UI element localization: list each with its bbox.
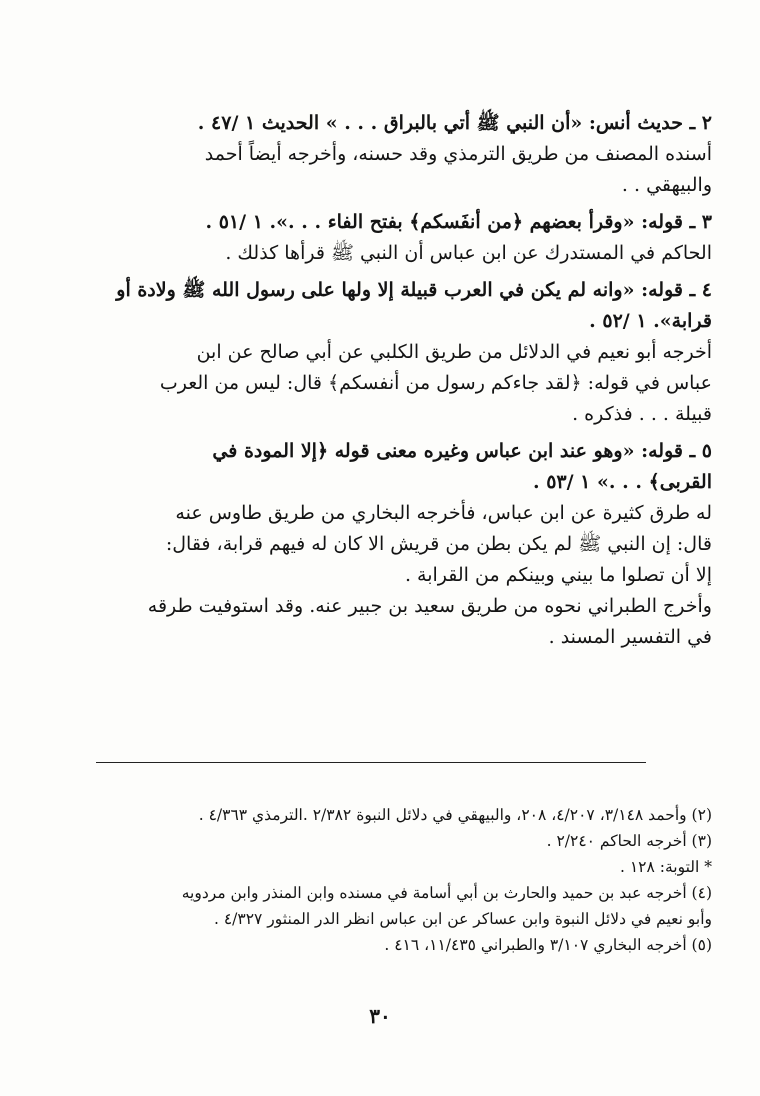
footnote: (٣) أخرجه الحاكم ٢/٢٤٠ .: [546, 832, 712, 850]
entry-text: إلا أن تصلوا ما بيني وبينكم من القرابة .: [404, 564, 712, 586]
entry-text: الحاكم في المستدرك عن ابن عباس أن النبي ﷺ قرأها كذلك .: [225, 242, 712, 264]
hadith-entry-2: [90, 108, 712, 201]
entry-text: قبيلة . . . فذكره .: [572, 403, 712, 425]
footnote-divider: [96, 762, 646, 763]
footnote: وأبو نعيم في دلائل النبوة وابن عساكر عن ابن عباس انظر الدر المنثور ٤/٣٢٧ .: [213, 910, 712, 928]
hadith-entry-4: [90, 275, 712, 430]
entry-text: له طرق كثيرة عن ابن عباس، فأخرجه البخاري من طريق طاوس عنه: [175, 502, 712, 524]
entry-heading: ٥ ـ قوله: «وهو عند ابن عباس وغيره معنى قوله ﴿إلا المودة في: [212, 440, 712, 462]
footnote: (٥) أخرجه البخاري ٣/١٠٧ والطبراني ١١/٤٣٥، ٤١٦ .: [384, 936, 712, 954]
hadith-entry-3: [90, 207, 712, 269]
entry-text: أخرجه أبو نعيم في الدلائل من طريق الكلبي عن أبي صالح عن ابن: [196, 341, 712, 363]
entry-text: وأخرج الطبراني نحوه من طريق سعيد بن جبير عنه. وقد استوفيت طرقه: [147, 595, 712, 617]
hadith-entry-5: [90, 436, 712, 653]
entry-text: أسنده المصنف من طريق الترمذي وقد حسنه، وأخرجه أيضاً أحمد: [204, 143, 712, 165]
entry-text: والبيهقي . .: [621, 174, 712, 196]
entry-text: عباس في قوله: ﴿لقد جاءكم رسول من أنفسكم﴾ قال: ليس من العرب: [159, 372, 712, 394]
main-text: [90, 108, 712, 659]
entry-text: قال: إن النبي ﷺ لم يكن بطن من قريش الا كان له فيهم قرابة، فقال:: [165, 533, 712, 555]
entry-heading: القربى﴾ . . .» ١ /٥٣ .: [532, 471, 712, 493]
entry-heading: ٢ ـ حديث أنس: «أن النبي ﷺ أتي بالبراق . . . » الحديث ١ /٤٧ .: [197, 112, 712, 134]
page-number: ٣٠: [369, 1004, 391, 1028]
entry-heading: قرابة». ١ /٥٢ .: [589, 310, 712, 332]
footnotes: [80, 802, 712, 958]
footnote: (٢) وأحمد ٣/١٤٨، ٤/٢٠٧، ٢٠٨، والبيهقي في دلائل النبوة ٢/٣٨٢ .الترمذي ٤/٣٦٣ .: [198, 806, 712, 824]
footnote: (٤) أخرجه عبد بن حميد والحارث بن أبي أسامة في مسنده وابن المنذر وابن مردويه: [181, 884, 712, 902]
entry-heading: ٤ ـ قوله: «وانه لم يكن في العرب قبيلة إلا ولها على رسول الله ﷺ ولادة أو: [116, 279, 712, 301]
footnote: * التوبة: ١٢٨ .: [619, 858, 712, 876]
entry-text: في التفسير المسند .: [548, 626, 712, 648]
entry-heading: ٣ ـ قوله: «وقرأ بعضهم ﴿من أنفَسكم﴾ بفتح الفاء . . .». ١ /٥١ .: [205, 211, 712, 233]
